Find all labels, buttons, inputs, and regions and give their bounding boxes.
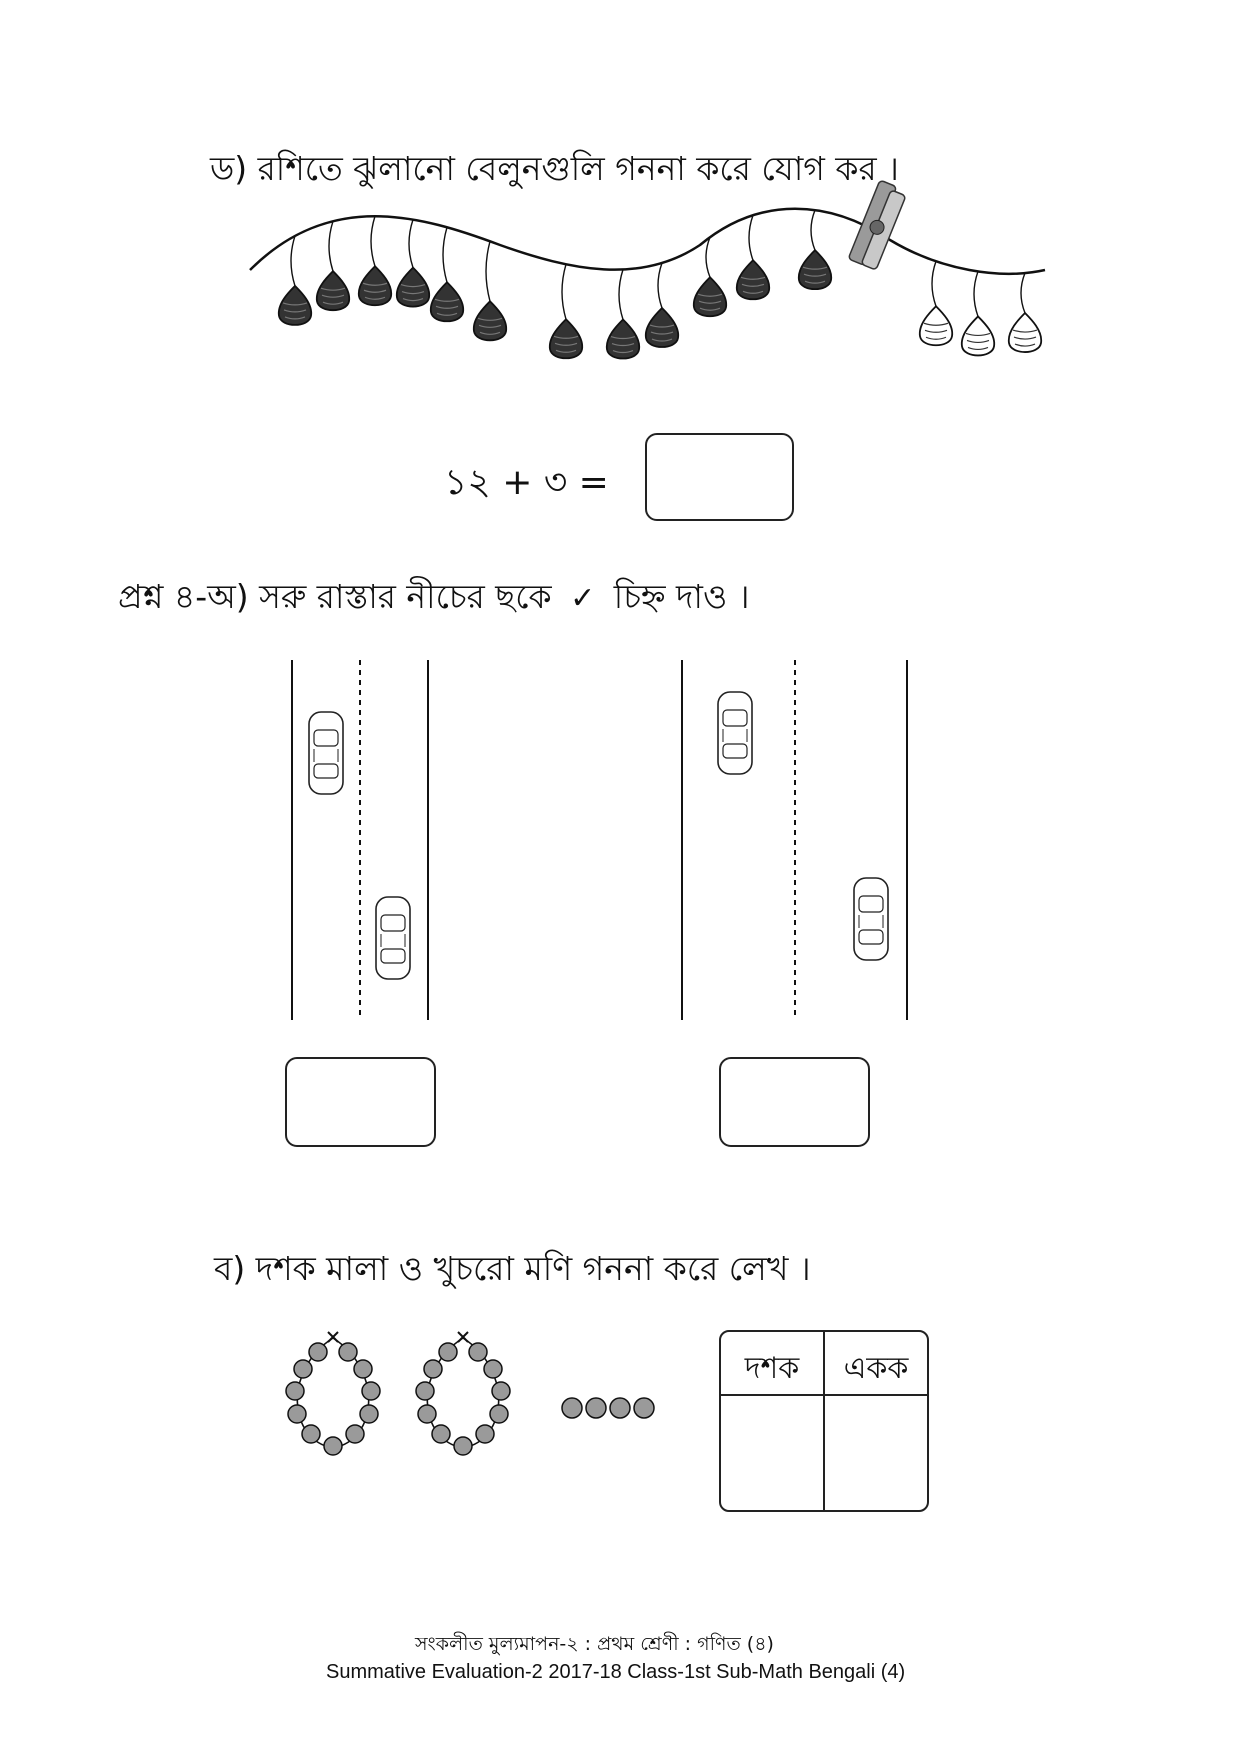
dark-balloon-icon (737, 215, 769, 299)
bead (432, 1425, 450, 1443)
ten-bead-garland (416, 1332, 510, 1455)
bead (288, 1405, 306, 1423)
balloon-group (279, 210, 1041, 358)
question-4b-label: ব) দশক মালা ও খুচরো মণি গননা করে লেখ । (214, 1249, 811, 1288)
loose-bead (562, 1398, 582, 1418)
car-icon (376, 897, 410, 979)
ones-answer-cell[interactable] (825, 1396, 927, 1510)
bead (484, 1360, 502, 1378)
bead (302, 1425, 320, 1443)
equation-text: ১২ + ৩ = (444, 462, 609, 503)
bead (354, 1360, 372, 1378)
bead (360, 1405, 378, 1423)
loose-bead (586, 1398, 606, 1418)
question-4a-label (118, 571, 750, 627)
roads-illustration (0, 650, 1240, 1030)
bead (416, 1382, 434, 1400)
tens-answer-cell[interactable] (721, 1396, 823, 1510)
light-balloon-icon (920, 261, 952, 345)
car-icon (854, 878, 888, 960)
bead (492, 1382, 510, 1400)
ones-header: একক (843, 1351, 909, 1386)
question-4a-text-after: চিহ্ন দাও । (613, 577, 750, 616)
bead (346, 1425, 364, 1443)
dark-balloon-icon (646, 263, 678, 347)
sum-answer-box[interactable] (645, 433, 794, 521)
bead (418, 1405, 436, 1423)
bead (324, 1437, 342, 1455)
ten-bead-garland (286, 1332, 380, 1455)
dark-balloon-icon (799, 210, 831, 289)
footer-line-bengali: সংকলীত মুল্যমাপন-২ : প্রথম শ্রেণী : গণিত (৪) (415, 1633, 774, 1655)
dark-balloon-icon (359, 216, 391, 305)
loose-bead (634, 1398, 654, 1418)
car-icon (718, 692, 752, 774)
question-d-label: ড) রশিতে ঝুলানো বেলুনগুলি গননা করে যোগ কর । (210, 149, 899, 188)
bead-illustration (0, 1320, 700, 1480)
bead (476, 1425, 494, 1443)
bead (339, 1343, 357, 1361)
dark-balloon-icon (550, 264, 582, 358)
rope-line (250, 209, 1045, 274)
dark-balloon-icon (279, 236, 311, 325)
clothes-peg-icon (848, 180, 908, 270)
wide-road (682, 660, 907, 1020)
narrow-road-answer-box[interactable] (285, 1057, 436, 1147)
tens-header: দশক (744, 1351, 800, 1386)
bead (309, 1343, 327, 1361)
tick-icon: ✓ (570, 581, 596, 616)
footer-line-english: Summative Evaluation-2 2017-18 Class-1st Sub-Math Bengali (4) (326, 1661, 906, 1683)
bead (490, 1405, 508, 1423)
light-balloon-icon (1009, 273, 1041, 352)
light-balloon-icon (962, 271, 994, 355)
dark-balloon-icon (474, 241, 506, 340)
bead (424, 1360, 442, 1378)
dark-balloon-icon (317, 221, 349, 310)
wide-road-answer-box[interactable] (719, 1057, 870, 1147)
bead (286, 1382, 304, 1400)
loose-bead (610, 1398, 630, 1418)
question-4a-text-before: প্রশ্ন ৪-অ) সরু রাস্তার নীচের ছকে (118, 577, 552, 616)
balloon-string-illustration (0, 170, 1240, 390)
place-value-table (719, 1330, 929, 1512)
bead (294, 1360, 312, 1378)
dark-balloon-icon (431, 227, 463, 321)
dark-balloon-icon (694, 237, 726, 316)
car-icon (309, 712, 343, 794)
dark-balloon-icon (397, 220, 429, 307)
bead (362, 1382, 380, 1400)
bead (454, 1437, 472, 1455)
bead (439, 1343, 457, 1361)
dark-balloon-icon (607, 270, 639, 359)
bead (469, 1343, 487, 1361)
